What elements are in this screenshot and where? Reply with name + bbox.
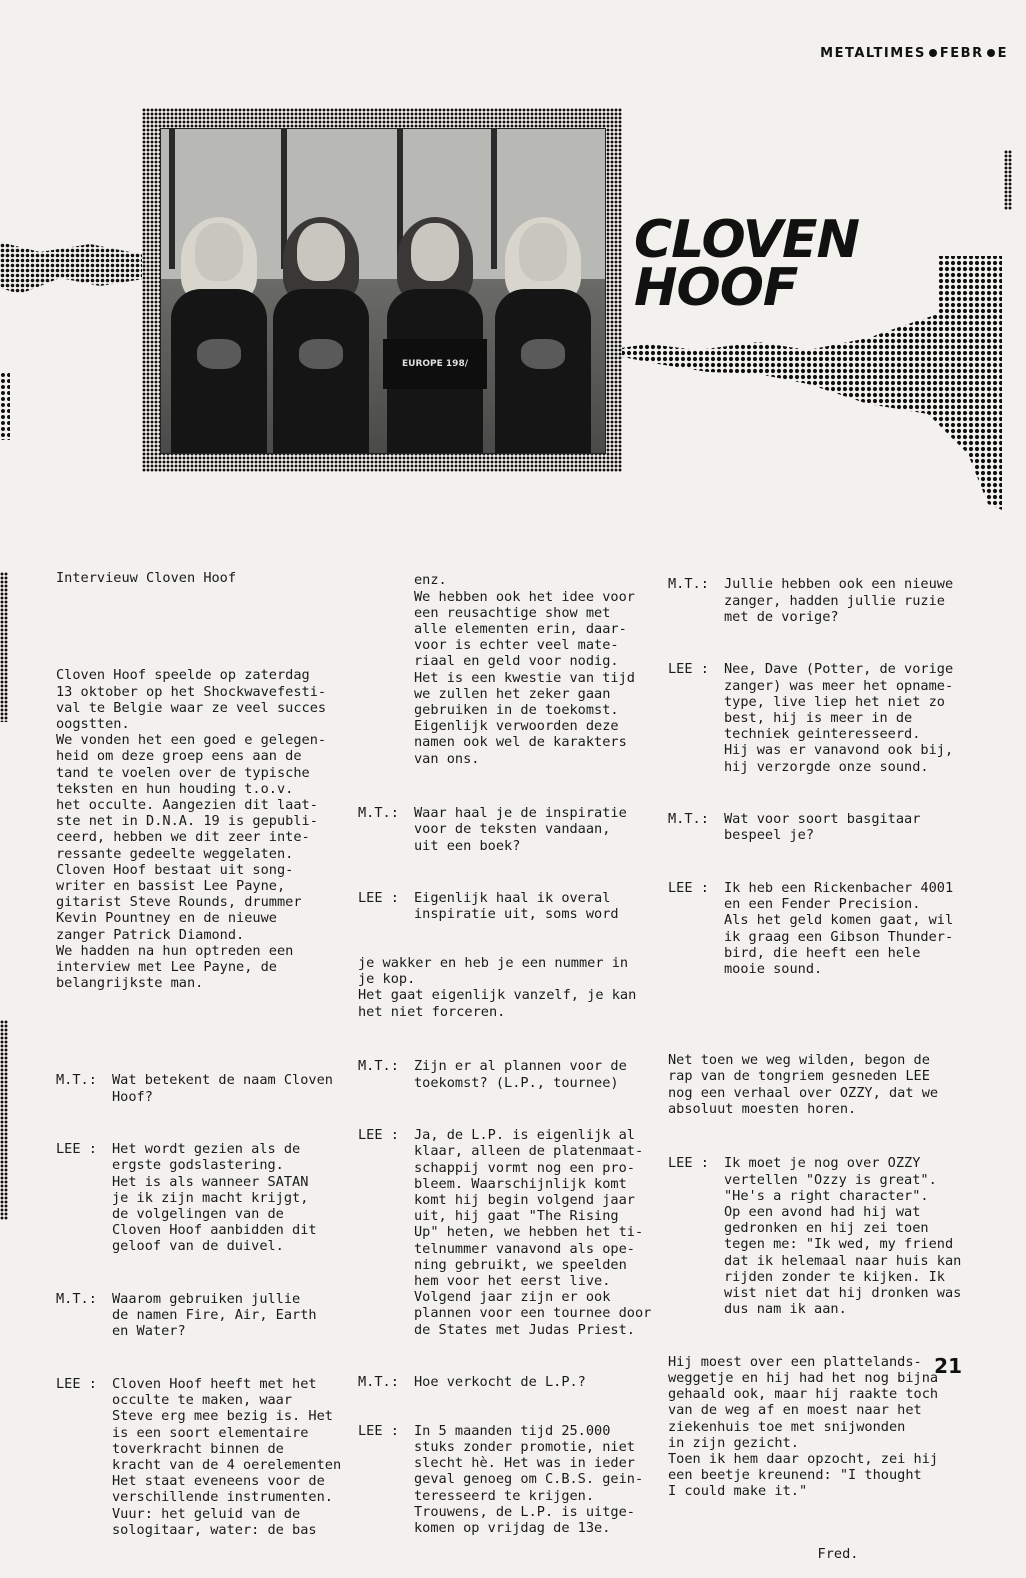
qa-item — [56, 1376, 356, 1538]
flow-text: je wakker en heb je een nummer in je kop. Het gaat eigenlijk vanzelf, je kan het niet forceren. — [358, 955, 637, 1020]
speaker-label: LEE : — [668, 880, 709, 897]
speaker-label: M.T.: — [358, 805, 399, 822]
title-line-1: CLOVEN — [634, 210, 860, 270]
halftone-edge-left — [0, 372, 10, 440]
band-photo — [160, 128, 606, 454]
issue-edge: E — [997, 46, 1008, 61]
qa-item — [358, 1058, 670, 1090]
speaker-label: M.T.: — [56, 1072, 97, 1089]
qa-text: Het wordt gezien als de ergste godslastering. Het is als wanneer SATAN je ik zijn macht krijgt, de volgelingen van de Cloven Hoof aanbidden dit geloof van de duivel. — [112, 1141, 317, 1255]
speaker-label: LEE : — [56, 1141, 97, 1158]
qa-item — [668, 811, 1008, 843]
qa-text: Wat voor soort basgitaar bespeel je? — [724, 811, 921, 844]
qa-item — [56, 1291, 356, 1340]
page-number: 21 — [934, 1354, 962, 1378]
continuation-text: enz. We hebben ook het idee voor een reusachtige show met alle elementen erin, daar- voor is echter veel mate- riaal en geld voor nodig. Het is een kwestie van tijd we zullen het zeker gaan gebruiken in de toekomst. Eigenlijk verwoorden deze namen ook wel de karakters van ons. — [414, 572, 635, 767]
speaker-label: M.T.: — [668, 811, 709, 828]
qa-item — [668, 661, 1008, 774]
qa-item — [358, 890, 670, 922]
narration-text: Net toen we weg wilden, begon de rap van de tongriem gesneden LEE nog een verhaal over OZZY, dat we absoluut moesten horen. — [668, 1052, 939, 1117]
qa-text: Hoe verkocht de L.P.? — [414, 1374, 586, 1391]
speaker-label: M.T.: — [668, 576, 709, 593]
photo-frame — [142, 108, 622, 472]
qa-text: Eigenlijk haal ik overal inspiratie uit, soms word — [414, 890, 619, 923]
speaker-label: LEE : — [358, 1422, 399, 1439]
band-member — [273, 223, 369, 453]
band-member — [171, 223, 267, 453]
qa-text: Waar haal je de inspiratie voor de teksten vandaan, uit een boek? — [414, 805, 627, 854]
halftone-edge-left — [0, 1020, 8, 1220]
qa-text: Ik heb een Rickenbacher 4001 en een Fender Precision. Als het geld komen gaat, wil ik graag een Gibson Thunder- bird, die heeft een hele mooie sound. — [724, 880, 954, 978]
qa-text: Nee, Dave (Potter, de vorige zanger) was meer het opname- type, live liep het niet zo best, hij is meer in de techniek geinteresseerd. Hij was er vanavond ook bij, hij verzorgde onze sound. — [724, 661, 954, 775]
qa-item — [56, 1141, 356, 1254]
halftone-edge-left — [0, 572, 8, 722]
article-column-3 — [668, 544, 1008, 1578]
bullet-icon — [929, 49, 937, 57]
qa-text: Ik moet je nog over OZZY vertellen "Ozzy is great". "He's a right character". Op een avond had hij wat gedronken en hij zei toen tegen me: "Ik wed, my friend dat ik helemaal naar huis kan rijden zonder te kijken. Ik wist niet dat hij dronken was dus nam ik aan. — [724, 1155, 962, 1318]
photo-banner: EUROPE 198/ — [383, 339, 487, 389]
speaker-label: M.T.: — [358, 1374, 399, 1391]
article-heading: Intervieuw Cloven Hoof — [56, 570, 237, 587]
qa-item — [358, 1374, 670, 1390]
speaker-label: LEE : — [56, 1375, 97, 1392]
article-column-2 — [358, 540, 670, 1556]
author-signature: Fred. — [817, 1545, 859, 1562]
speaker-label: M.T.: — [358, 1058, 399, 1075]
article-title — [634, 210, 860, 318]
qa-text: In 5 maanden tijd 25.000 stuks zonder promotie, niet slecht hè. Het was in ieder geval genoeg om C.B.S. gein- teresseerd te krijgen. Trouwens, de L.P. is uitge- komen op vrijdag de 13e. — [414, 1422, 644, 1536]
qa-item — [358, 805, 670, 854]
title-line-2: HOOF — [634, 258, 798, 318]
bullet-icon — [987, 49, 995, 57]
article-column-1 — [56, 538, 356, 1558]
qa-text: Wat betekent de naam Cloven Hoof? — [112, 1072, 333, 1105]
qa-text: Zijn er al plannen voor de toekomst? (L.P., tournee) — [414, 1058, 627, 1091]
band-member — [387, 223, 483, 453]
ending-text: Hij moest over een plattelands- weggetje en hij had het nog bijna gehaald ook, maar hij raakte toch van de weg af en moest naar het ziekenhuis toe met snijwonden in zijn gezicht. Toen ik hem daar opzocht, zei hij een beetje kreunend: "I thought I could make it." — [668, 1353, 939, 1500]
magazine-header — [820, 46, 1008, 61]
halftone-strip-left — [0, 238, 150, 298]
band-member — [495, 223, 591, 453]
speaker-label: LEE : — [668, 661, 709, 678]
issue-month: FEBR — [939, 46, 984, 61]
qa-item — [668, 880, 1008, 977]
magazine-name: METALTIMES — [820, 46, 926, 61]
speaker-label: LEE : — [358, 890, 399, 907]
qa-item — [668, 1155, 1008, 1317]
speaker-label: M.T.: — [56, 1290, 97, 1307]
speaker-label: LEE : — [358, 1127, 399, 1144]
qa-item — [668, 576, 1008, 625]
speaker-label: LEE : — [668, 1155, 709, 1172]
qa-item — [358, 1127, 670, 1338]
qa-item — [56, 1072, 356, 1104]
halftone-edge-right — [1004, 150, 1012, 210]
qa-item — [358, 1423, 670, 1536]
article-intro: Cloven Hoof speelde op zaterdag 13 oktober op het Shockwavefesti- val te Belgie waar ze veel succes oogstten. We vonden het een goed e gelegen- heid om deze groep eens aan de tand te voelen over de typische teksten en hun houding t.o.v. het occulte. Aangezien dit laat- ste net in D.N.A. 19 is gepubli- ceerd, hebben we dit zeer inte- ressante gedeelte weggelaten. Cloven Hoof bestaat uit song- writer en bassist Lee Payne, gitarist Steve Rounds, drummer Kevin Pountney en de nieuwe zanger Patrick Diamond. We hadden na hun optreden een interview met Lee Payne, de belangrijkste man. — [56, 667, 327, 992]
qa-text: Ja, de L.P. is eigenlijk al klaar, alleen de platenmaat- schappij vormt nog een pro- bleem. Waarschijnlijk komt komt hij begin volgend jaar uit, hij gaat "The Rising Up" heten, we hebben het ti- telnummer vanavond als ope- ning gebruikt, we speelden hem voor het eerst live. Volgend jaar zijn er ook plannen voor een tournee door de States met Judas Priest. — [414, 1127, 652, 1338]
qa-text: Cloven Hoof heeft met het occulte te maken, waar Steve erg mee bezig is. Het is een soort elementaire toverkracht binnen de kracht van de 4 oerelementen Het staat eveneens voor de verschillende instrumenten. Vuur: het geluid van de sologitaar, water: de bas — [112, 1375, 342, 1538]
qa-text: Waarom gebruiken jullie de namen Fire, Air, Earth en Water? — [112, 1290, 317, 1340]
qa-text: Jullie hebben ook een nieuwe zanger, hadden jullie ruzie met de vorige? — [724, 576, 954, 625]
